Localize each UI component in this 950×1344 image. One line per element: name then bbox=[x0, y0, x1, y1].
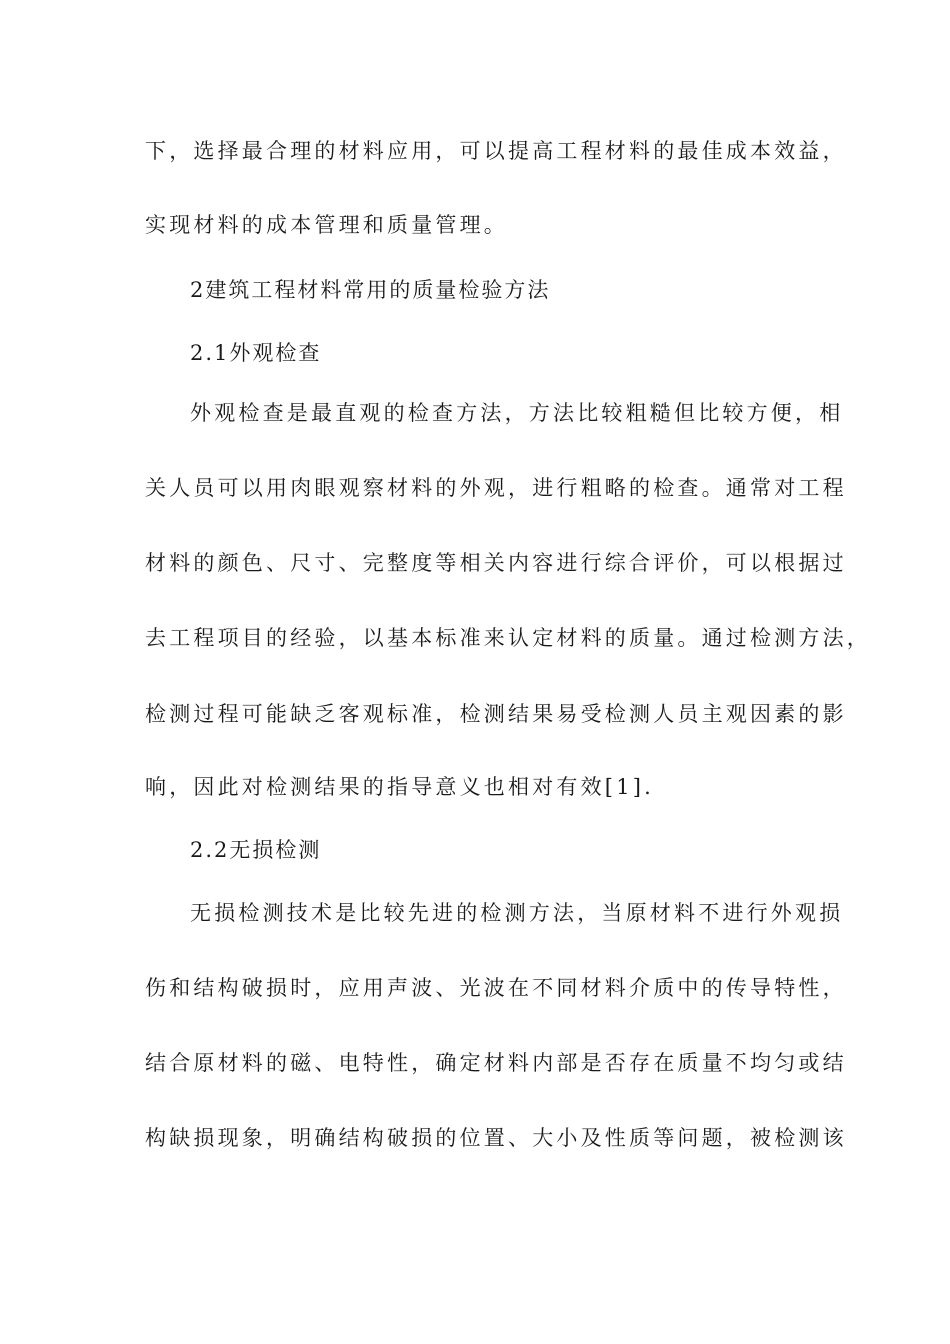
body-text-line: 结合原材料的磁、电特性，确定材料内部是否存在质量不均匀或结 bbox=[145, 1051, 847, 1075]
subsection-heading: 2.2无损检测 bbox=[190, 838, 322, 862]
body-text-line: 伤和结构破损时，应用声波、光波在不同材料介质中的传导特性， bbox=[145, 976, 847, 1000]
body-text-line: 响，因此对检测结果的指导意义也相对有效[1]. bbox=[145, 775, 655, 799]
section-heading: 2建筑工程材料常用的质量检验方法 bbox=[190, 278, 551, 302]
body-text-line: 实现材料的成本管理和质量管理。 bbox=[145, 213, 508, 237]
body-text-line: 关人员可以用肉眼观察材料的外观，进行粗略的检查。通常对工程 bbox=[145, 476, 847, 500]
body-text-line: 构缺损现象，明确结构破损的位置、大小及性质等问题，被检测该 bbox=[145, 1126, 847, 1150]
body-text-line: 下，选择最合理的材料应用，可以提高工程材料的最佳成本效益， bbox=[145, 139, 847, 163]
body-text-line: 去工程项目的经验，以基本标准来认定材料的质量。通过检测方法， bbox=[145, 626, 871, 650]
body-text-line: 检测过程可能缺乏客观标准，检测结果易受检测人员主观因素的影 bbox=[145, 702, 847, 726]
body-text-line: 外观检查是最直观的检查方法，方法比较粗糙但比较方便，相 bbox=[190, 401, 844, 425]
subsection-heading: 2.1外观检查 bbox=[190, 341, 322, 365]
body-text-line: 无损检测技术是比较先进的检测方法，当原材料不进行外观损 bbox=[190, 901, 844, 925]
body-text-line: 材料的颜色、尺寸、完整度等相关内容进行综合评价，可以根据过 bbox=[145, 551, 847, 575]
